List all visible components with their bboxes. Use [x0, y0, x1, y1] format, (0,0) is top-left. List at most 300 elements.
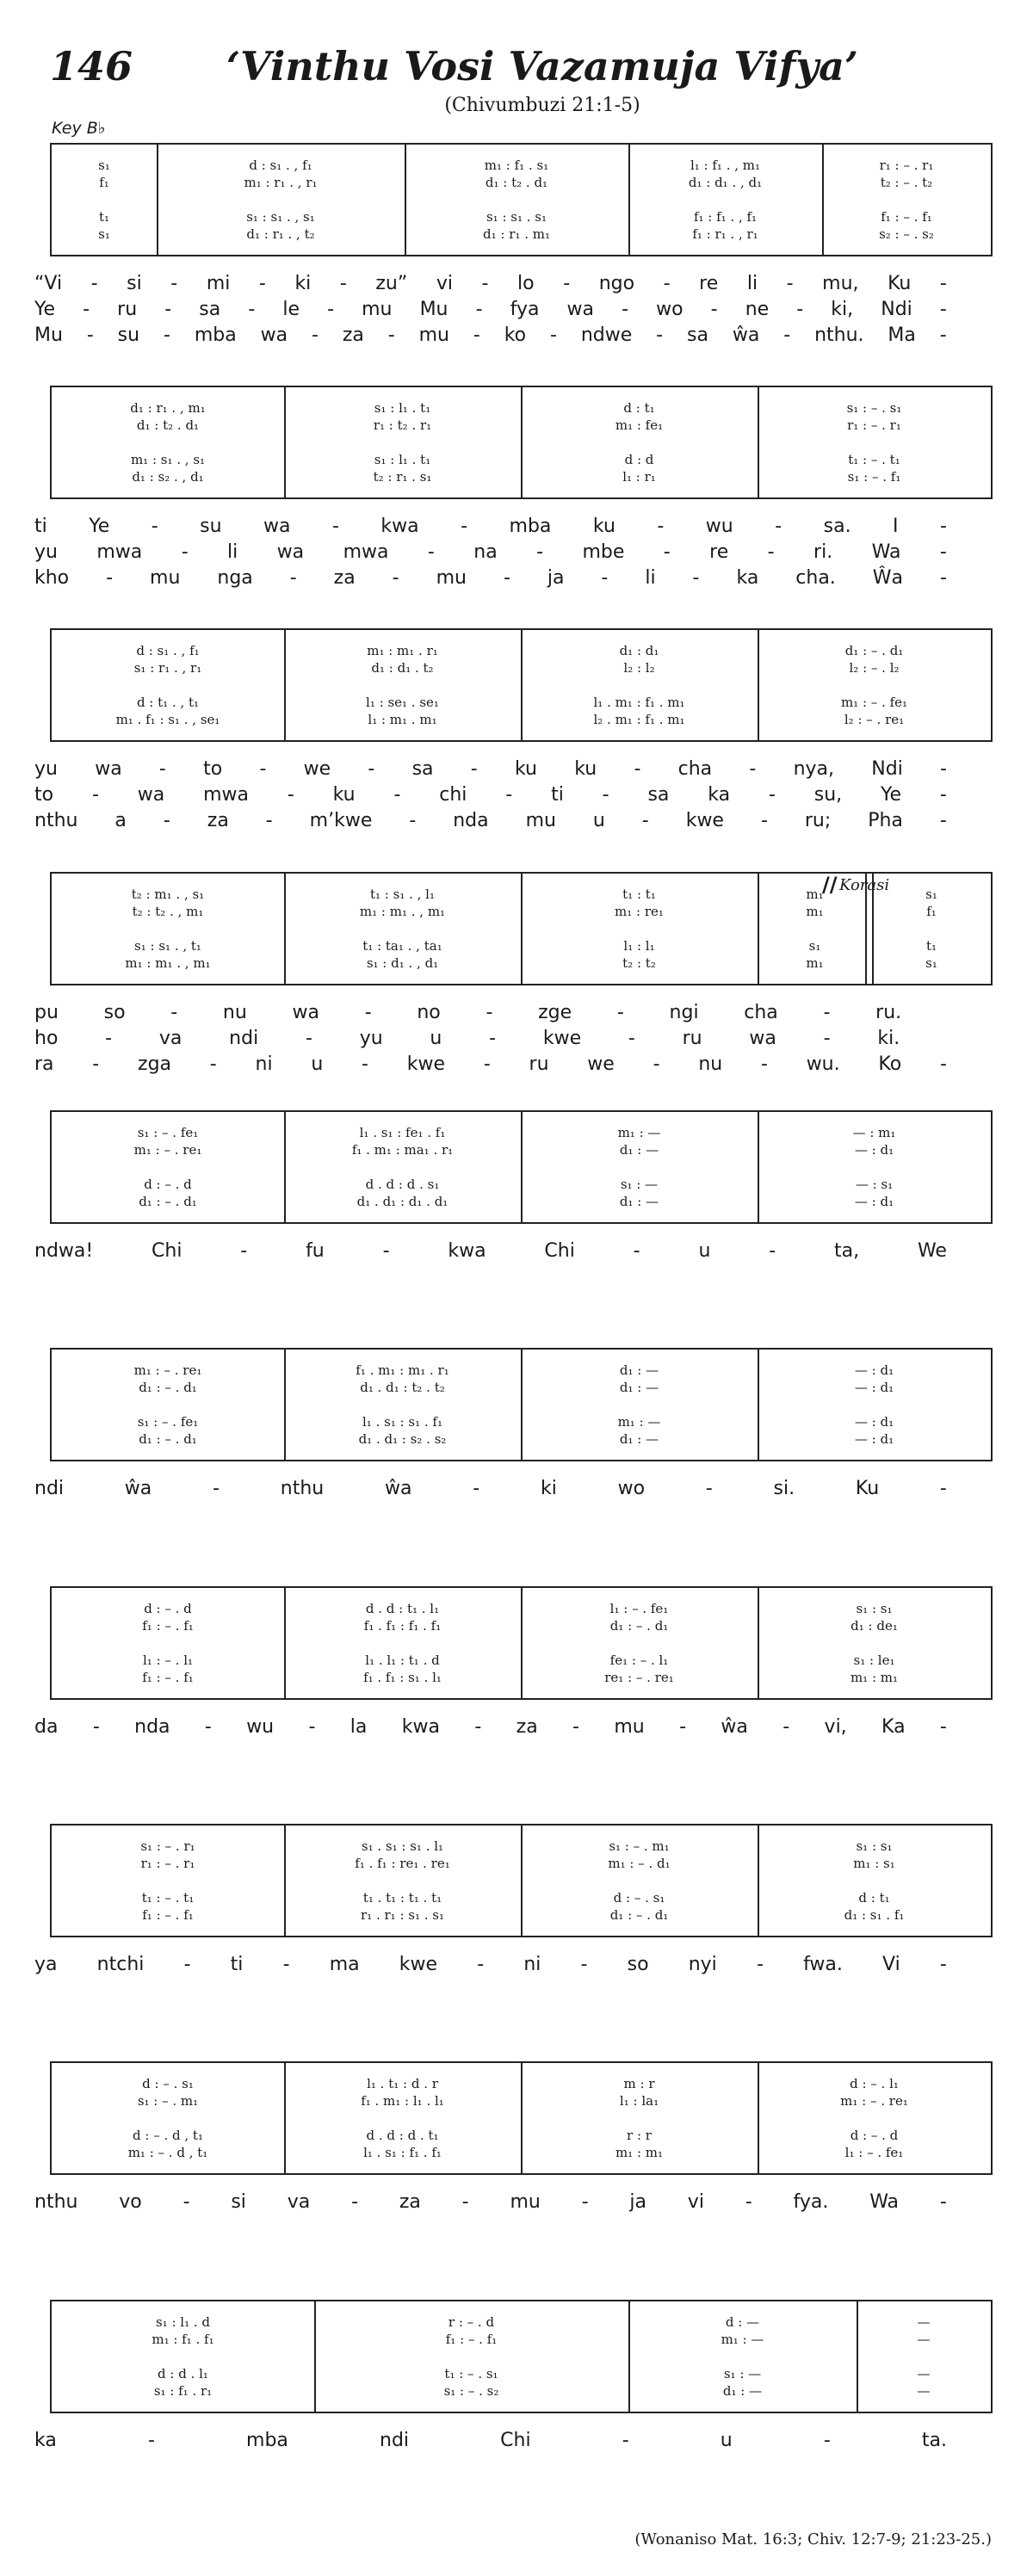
lyric-syllable: ja — [629, 2190, 646, 2213]
lyric-syllable: ka — [708, 783, 731, 806]
lyric-syllable: Ko — [878, 1053, 902, 1075]
measure-notes: m₁ : – . d₁ — [608, 1856, 671, 1871]
measure-notes: f₁ . f₁ : s₁ . l₁ — [363, 1670, 442, 1685]
syllable-hyphen: - — [364, 1001, 372, 1023]
measure-notes: r₁ . r₁ : s₁ . s₁ — [361, 1907, 444, 1923]
measure-notes: r : – . d — [448, 2314, 495, 2330]
measure-notes: d : – . s₁ — [142, 2076, 194, 2091]
syllable-hyphen: - — [550, 324, 557, 346]
syllable-hyphen: - — [622, 2429, 629, 2451]
syllable-hyphen: - — [679, 1715, 687, 1738]
measure-notes: f₁ : – . f₁ — [142, 1907, 194, 1923]
measure-notes: d₁ : – . d₁ — [139, 1431, 197, 1447]
voice-row — [52, 468, 991, 485]
lyric-syllable: nda — [453, 809, 489, 831]
lyric-syllable: Ye — [89, 515, 110, 537]
music-system — [50, 386, 991, 499]
voice-row — [52, 2313, 991, 2331]
lyric-syllable: kwa — [448, 1239, 486, 1262]
lyric-line — [34, 807, 947, 833]
syllable-hyphen: - — [641, 809, 649, 831]
staff-box — [50, 1586, 993, 1700]
syllable-hyphen: - — [823, 2429, 831, 2451]
lyric-line — [34, 756, 947, 781]
lyric-syllable: vo — [119, 2190, 142, 2213]
lyric-syllable: wu — [246, 1715, 275, 1738]
syllable-hyphen: - — [663, 272, 671, 294]
hymn-number: 146 — [50, 43, 133, 90]
syllable-hyphen: - — [483, 1053, 491, 1075]
measure-notes: d . d : d . t₁ — [366, 2128, 439, 2143]
lyric-syllable: u — [698, 1239, 711, 1262]
lyric-syllable: ru; — [804, 809, 832, 831]
voice-row — [52, 2092, 991, 2110]
measure-notes: d . d : d . s₁ — [365, 1177, 440, 1192]
measure-notes: l₁ . l₁ : t₁ . d — [365, 1652, 440, 1668]
measure-notes: — — [917, 2314, 931, 2330]
voice-row — [52, 1176, 991, 1193]
lyric-syllable: kwa — [401, 1715, 440, 1738]
lyric-syllable: m’kwe — [309, 809, 373, 831]
measure-notes: f₁ : – . f₁ — [445, 2332, 498, 2347]
measure-notes: — — [917, 2366, 931, 2381]
lyric-syllable: wo — [656, 298, 684, 320]
measure-notes: s₁ : d₁ . , d₁ — [366, 955, 439, 971]
syllable-hyphen: - — [151, 515, 158, 537]
measure-notes: r₁ : – . r₁ — [140, 1856, 195, 1871]
lyric-syllable: wa — [276, 541, 305, 563]
lyric-syllable: vi — [687, 2190, 704, 2213]
measure-notes: r₁ : – . r₁ — [879, 158, 934, 173]
lyric-syllable: cha — [677, 757, 713, 780]
lyric-line — [34, 1714, 947, 1739]
measure-notes: m₁ : s₁ — [853, 1856, 895, 1871]
measure-notes: f₁ : f₁ . , f₁ — [693, 209, 758, 225]
lyric-syllable: fu — [306, 1239, 325, 1262]
measure-notes: d₁ : – . d₁ — [844, 643, 904, 658]
syllable-hyphen: - — [86, 324, 94, 346]
measure-notes: f₁ : – . f₁ — [142, 1618, 194, 1634]
voice-row — [52, 1362, 991, 1379]
syllable-hyphen: - — [657, 515, 665, 537]
measure-notes: s₁ : – . fe₁ — [137, 1414, 199, 1430]
measure-notes: l₁ : – . l₁ — [142, 1652, 193, 1668]
syllable-hyphen: - — [581, 2190, 589, 2213]
syllable-hyphen: - — [939, 298, 947, 320]
lyric-syllable: mu — [525, 809, 556, 831]
lyric-syllable: re — [699, 272, 719, 294]
lyric-line — [34, 1238, 947, 1263]
music-system — [50, 872, 991, 985]
measure-notes: m₁ : m₁ . , m₁ — [125, 955, 211, 971]
lyric-syllable: to — [203, 757, 223, 780]
measure-notes: m : r — [623, 2076, 655, 2091]
lyric-syllable: ru — [529, 1053, 549, 1075]
music-system — [50, 2300, 991, 2413]
measure-notes: s₁ : l₁ . t₁ — [374, 400, 431, 416]
lyric-syllable: wa — [749, 1027, 776, 1049]
syllable-hyphen: - — [475, 298, 483, 320]
voice-row — [52, 2144, 991, 2161]
measure-notes: t₁ : – . t₁ — [141, 1890, 195, 1906]
lyric-syllable: Wa — [869, 2190, 900, 2213]
lyric-syllable: ti — [34, 515, 47, 537]
lyric-syllable: ta, — [834, 1239, 860, 1262]
measure-notes: l₂ : – . l₂ — [849, 660, 900, 676]
measure-notes: d₁ . d₁ : t₂ . t₂ — [360, 1380, 445, 1395]
measure-notes: m₁ : r₁ . , r₁ — [244, 175, 318, 190]
measure-notes: m₁ : f₁ . f₁ — [152, 2332, 214, 2347]
syllable-hyphen: - — [653, 1053, 660, 1075]
syllable-hyphen: - — [387, 324, 395, 346]
measure-notes: t₂ : r₁ . s₁ — [373, 469, 432, 485]
measure-notes: l₁ : m₁ . m₁ — [368, 712, 437, 727]
syllable-hyphen: - — [474, 1715, 482, 1738]
syllable-hyphen: - — [760, 1053, 768, 1075]
lyric-syllable: ma — [329, 1953, 360, 1975]
lyric-syllable: su, — [813, 783, 843, 806]
measure-notes: m₁ : m₁ — [850, 1670, 899, 1685]
syllable-hyphen: - — [209, 1053, 217, 1075]
staff-box — [50, 143, 993, 256]
lyric-syllable: u — [720, 2429, 733, 2451]
lyric-syllable: yu — [359, 1027, 383, 1049]
measure-notes: s₁ : s₁ . s₁ — [486, 209, 547, 225]
lyric-syllable: ndi — [34, 1477, 65, 1499]
measure-notes: m₁ — [806, 955, 824, 971]
measure-notes: m₁ : – . d , t₁ — [127, 2145, 208, 2160]
measure-notes: — : d₁ — [854, 1194, 894, 1209]
voice-row — [52, 642, 991, 659]
measure-notes: s₂ : – . s₂ — [879, 226, 934, 242]
measure-notes: m₁ . f₁ : s₁ . , se₁ — [115, 712, 220, 727]
syllable-hyphen: - — [90, 272, 98, 294]
music-system — [50, 2061, 991, 2175]
lyric-syllable: ŵa — [124, 1477, 152, 1499]
lyric-line — [34, 1951, 947, 1977]
voice-row — [52, 937, 991, 954]
measure-notes: f₁ — [99, 175, 109, 190]
syllable-hyphen: - — [486, 1001, 493, 1023]
measure-notes: m₁ — [806, 886, 824, 902]
measure-notes: d : – . d — [144, 1177, 192, 1192]
lyric-syllable: va — [287, 2190, 311, 2213]
measure-notes: d : t₁ . , t₁ — [136, 695, 200, 710]
syllable-hyphen: - — [92, 1053, 100, 1075]
voice-row — [52, 2331, 991, 2348]
lyric-syllable: re — [709, 541, 729, 563]
lyric-syllable: ni — [255, 1053, 273, 1075]
measure-notes: l₁ : se₁ . se₁ — [366, 695, 439, 710]
lyric-syllable: nda — [134, 1715, 170, 1738]
measure-notes: d : – . s₁ — [613, 1890, 665, 1906]
voice-row — [52, 1430, 991, 1448]
measure-notes: t₂ : – . t₂ — [880, 175, 933, 190]
lyric-syllable: Ye — [880, 783, 902, 806]
measure-notes: d : s₁ . , f₁ — [249, 158, 312, 173]
lyric-syllable: to — [34, 783, 54, 806]
syllable-hyphen: - — [83, 298, 90, 320]
measure-notes: — — [917, 2383, 931, 2399]
measure-notes: d₁ : d₁ . , d₁ — [688, 175, 763, 190]
measure-notes: r₁ : – . r₁ — [847, 417, 901, 433]
staff-box — [50, 1824, 993, 1937]
lyric-syllable: ko — [504, 324, 527, 346]
lyric-syllable: Ye — [34, 298, 56, 320]
voice-row — [52, 2075, 991, 2092]
measure-notes: t₁ : s₁ . , l₁ — [370, 886, 435, 902]
lyric-syllable: wa — [566, 298, 595, 320]
lyric-syllable: Ndi — [871, 757, 903, 780]
lyric-syllable: la — [349, 1715, 368, 1738]
syllable-hyphen: - — [106, 566, 114, 589]
measure-notes: s₁ : – . s₁ — [846, 400, 902, 416]
voice-row — [52, 417, 991, 434]
key-signature: Key B♭ — [52, 119, 106, 138]
measure-notes: f₁ . f₁ : re₁ . re₁ — [355, 1856, 450, 1871]
measure-notes: d₁ : r₁ . , m₁ — [130, 400, 206, 416]
lyric-syllable: li — [746, 272, 758, 294]
lyric-line — [34, 2189, 947, 2215]
voice-row — [52, 886, 991, 903]
syllable-hyphen: - — [622, 298, 629, 320]
lyric-syllable: ya — [34, 1953, 58, 1975]
lyric-syllable: na — [473, 541, 498, 563]
measure-notes: s₁ : f₁ . r₁ — [153, 2383, 213, 2399]
measure-notes: s₁ : – . s₂ — [443, 2383, 499, 2399]
voice-row — [52, 1617, 991, 1634]
voice-row — [52, 711, 991, 728]
measure-notes: l₁ . s₁ : f₁ . f₁ — [363, 2145, 442, 2160]
measure-notes: d₁ . d₁ : s₂ . s₂ — [358, 1431, 447, 1447]
lyric-syllable: ne — [745, 298, 770, 320]
lyric-line — [34, 1025, 947, 1051]
lyric-syllable: Chi — [152, 1239, 182, 1262]
lyric-syllable: va — [158, 1027, 182, 1049]
lyric-syllable: chi — [439, 783, 467, 806]
measure-notes: — : d₁ — [854, 1414, 894, 1430]
lyric-syllable: so — [627, 1953, 649, 1975]
lyric-syllable: nthu — [34, 809, 78, 831]
voice-row — [52, 1906, 991, 1924]
measure-notes: m₁ : – . re₁ — [840, 2093, 908, 2109]
syllable-hyphen: - — [572, 1715, 579, 1738]
lyric-line — [34, 999, 947, 1025]
lyric-syllable: ni — [523, 1953, 541, 1975]
measure-notes: s₁ — [925, 955, 937, 971]
lyric-syllable: I — [893, 515, 899, 537]
syllable-hyphen: - — [147, 2429, 155, 2451]
syllable-hyphen: - — [602, 783, 609, 806]
syllable-hyphen: - — [786, 272, 794, 294]
measure-notes: d₁ : s₁ . f₁ — [844, 1907, 905, 1923]
footnote: (Wonaniso Mat. 16:3; Chiv. 12:7-9; 21:23-25.) — [634, 2530, 992, 2548]
measure-notes: l₁ : – . fe₁ — [844, 2145, 904, 2160]
syllable-hyphen: - — [796, 298, 804, 320]
measure-notes: s₁ : – . f₁ — [847, 469, 901, 485]
lyric-syllable: Mu — [34, 324, 63, 346]
measure-notes: — — [917, 2332, 931, 2347]
voice-row — [52, 1889, 991, 1906]
measure-notes: t₂ : t₂ . , m₁ — [132, 904, 204, 919]
syllable-hyphen: - — [768, 783, 776, 806]
lyric-syllable: we — [587, 1053, 615, 1075]
lyric-syllable: si. — [773, 1477, 795, 1499]
voice-row — [52, 954, 991, 972]
syllable-hyphen: - — [170, 1001, 178, 1023]
measure-notes: t₁ : – . t₁ — [848, 452, 900, 467]
lyric-syllable: cha. — [795, 566, 836, 589]
syllable-hyphen: - — [745, 2190, 752, 2213]
syllable-hyphen: - — [393, 783, 401, 806]
lyric-syllable: ku — [514, 757, 537, 780]
voice-row — [52, 1669, 991, 1686]
lyric-syllable: Chi — [500, 2429, 531, 2451]
measure-notes: l₁ : f₁ . , m₁ — [690, 158, 761, 173]
lyric-syllable: fwa. — [803, 1953, 843, 1975]
lyric-syllable: li — [645, 566, 656, 589]
syllable-hyphen: - — [634, 757, 641, 780]
scripture-reference: (Chivumbuzi 21:1-5) — [444, 95, 640, 116]
lyric-syllable: ndi — [229, 1027, 259, 1049]
syllable-hyphen: - — [427, 541, 435, 563]
measure-notes: t₂ : m₁ . , s₁ — [131, 886, 205, 902]
syllable-hyphen: - — [633, 1239, 640, 1262]
lyric-line — [34, 296, 947, 322]
measure-notes: s₁ : – . fe₁ — [137, 1125, 199, 1140]
staff-box — [50, 1348, 993, 1461]
measure-notes: r : r — [627, 2128, 652, 2143]
measure-notes: d : d — [624, 452, 654, 467]
measure-notes: d₁ : r₁ . , t₂ — [246, 226, 315, 242]
syllable-hyphen: - — [782, 1715, 790, 1738]
syllable-hyphen: - — [282, 1953, 290, 1975]
measure-notes: m₁ : — — [617, 1414, 661, 1430]
syllable-hyphen: - — [392, 566, 399, 589]
staff-box — [50, 872, 993, 985]
lyric-syllable: za — [399, 2190, 421, 2213]
syllable-hyphen: - — [461, 515, 468, 537]
measure-notes: d₁ : — — [619, 1380, 659, 1395]
measure-notes: d₁ . d₁ : d₁ . d₁ — [356, 1194, 448, 1209]
syllable-hyphen: - — [663, 541, 671, 563]
measure-notes: s₁ : s₁ . , t₁ — [134, 938, 201, 954]
syllable-hyphen: - — [656, 324, 664, 346]
voice-row — [52, 1838, 991, 1855]
lyric-syllable: vi — [436, 272, 453, 294]
measure-notes: s₁ : l₁ . d — [155, 2314, 211, 2330]
measure-notes: l₁ . t₁ : d . r — [367, 2076, 438, 2091]
syllable-hyphen: - — [204, 1715, 212, 1738]
voice-row — [52, 1413, 991, 1430]
measure-notes: d₁ : de₁ — [851, 1618, 898, 1634]
syllable-hyphen: - — [823, 1001, 831, 1023]
lyric-syllable: so — [103, 1001, 126, 1023]
syllable-hyphen: - — [481, 272, 489, 294]
syllable-hyphen: - — [351, 2190, 359, 2213]
music-system — [50, 1824, 991, 1937]
syllable-hyphen: - — [536, 541, 544, 563]
voice-row — [52, 1855, 991, 1872]
staff-box — [50, 2061, 993, 2175]
lyric-syllable: kwe — [542, 1027, 582, 1049]
measure-notes: d₁ : s₂ . , d₁ — [132, 469, 204, 485]
lyric-syllable: nthu — [34, 2190, 78, 2213]
voice-row — [52, 451, 991, 468]
measure-notes: re₁ : – . re₁ — [604, 1670, 674, 1685]
lyric-syllable: a — [114, 809, 127, 831]
voice-row — [52, 1124, 991, 1141]
syllable-hyphen: - — [939, 324, 947, 346]
staff-box — [50, 1110, 993, 1224]
measure-notes: d₁ : – . d₁ — [609, 1907, 669, 1923]
lyric-syllable: mu — [614, 1715, 645, 1738]
lyric-syllable: vi, — [824, 1715, 847, 1738]
syllable-hyphen: - — [368, 757, 375, 780]
syllable-hyphen: - — [477, 1953, 485, 1975]
measure-notes: d : – . d — [850, 2128, 899, 2143]
lyric-syllable: sa — [199, 298, 221, 320]
lyric-syllable: Ku — [888, 272, 912, 294]
lyric-syllable: We — [917, 1239, 947, 1262]
lyric-syllable: nu — [698, 1053, 723, 1075]
hymn-title: ‘Vinthu Vosi Vazamuja Vifya’ — [226, 43, 858, 90]
measure-notes: d₁ : — — [722, 2383, 763, 2399]
lyric-syllable: Ma — [888, 324, 916, 346]
lyric-syllable: ka — [34, 2429, 57, 2451]
lyric-syllable: ki. — [877, 1027, 900, 1049]
lyric-syllable: ndwe — [580, 324, 633, 346]
syllable-hyphen: - — [339, 272, 347, 294]
measure-notes: t₁ . t₁ : t₁ . t₁ — [362, 1890, 442, 1906]
voice-row — [52, 157, 991, 174]
measure-notes: m₁ — [806, 904, 824, 919]
syllable-hyphen: - — [92, 1715, 100, 1738]
measure-notes: — : d₁ — [854, 1380, 894, 1395]
measure-notes: m₁ : – . fe₁ — [840, 695, 908, 710]
measure-notes: s₁ : — — [723, 2366, 762, 2381]
syllable-hyphen: - — [105, 1027, 113, 1049]
lyric-syllable: mi — [206, 272, 231, 294]
measure-notes: d₁ : t₂ . d₁ — [485, 175, 548, 190]
voice-row — [52, 694, 991, 711]
syllable-hyphen: - — [473, 324, 480, 346]
measure-notes: s₁ : – . m₁ — [137, 2093, 199, 2109]
syllable-hyphen: - — [769, 1239, 776, 1262]
measure-notes: t₂ : t₂ — [622, 955, 656, 971]
measure-notes: s₁ : s₁ — [856, 1838, 893, 1854]
lyric-syllable: kwa — [380, 515, 419, 537]
syllable-hyphen: - — [940, 515, 947, 537]
measure-notes: s₁ — [98, 158, 110, 173]
lyric-syllable: u — [430, 1027, 442, 1049]
measure-notes: d : t₁ — [623, 400, 655, 416]
syllable-hyphen: - — [362, 1053, 368, 1075]
lyric-line — [34, 270, 947, 296]
voice-row — [52, 174, 991, 191]
measure-notes: s₁ : l₁ . t₁ — [374, 452, 431, 467]
measure-notes: fe₁ : – . l₁ — [609, 1652, 669, 1668]
chorus-mark-icon: // — [822, 873, 838, 897]
music-system — [50, 143, 991, 256]
lyric-syllable: wa — [263, 515, 291, 537]
measure-notes: d : – . d — [144, 1601, 192, 1616]
lyric-syllable: nya, — [793, 757, 835, 780]
measure-notes: t₁ — [925, 938, 937, 954]
lyric-syllable: ŵa — [721, 1715, 748, 1738]
lyric-syllable: si — [127, 272, 142, 294]
lyric-syllable: sa — [647, 783, 670, 806]
